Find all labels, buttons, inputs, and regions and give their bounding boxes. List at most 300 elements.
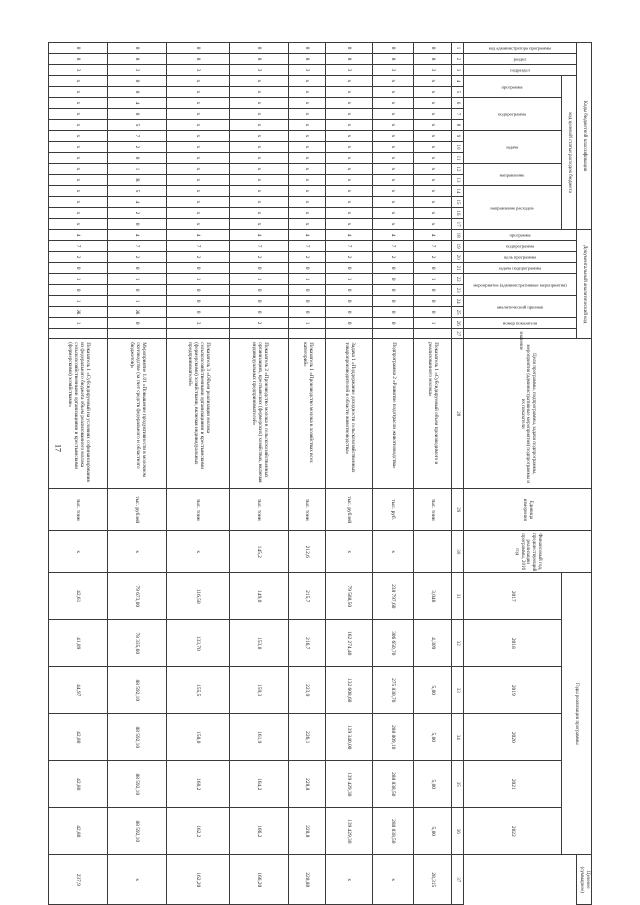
doc-code-cell: 2 xyxy=(230,252,289,263)
bk-code-cell: х xyxy=(373,208,414,219)
table-row xyxy=(108,43,167,905)
year-value-cell: 5,00 xyxy=(414,808,452,855)
bk-code-cell: х xyxy=(167,87,230,98)
bk-subcol-1-text: программа xyxy=(501,83,524,89)
column-number: 33 xyxy=(452,667,464,714)
bk-code-cell: х xyxy=(167,109,230,120)
year-value-cell: 4,309 xyxy=(414,620,452,667)
bk-code-cell: 0 xyxy=(414,43,452,54)
doc-code-cell: 1 xyxy=(414,318,452,329)
indicator-number-cell xyxy=(230,329,289,339)
bk-code-cell: х xyxy=(414,76,452,87)
doc-code-cell: 0 xyxy=(49,263,108,274)
doc-code-cell: Ж xyxy=(49,307,108,318)
bk-code-cell: 8 xyxy=(373,54,414,65)
indicator-number-cell xyxy=(414,329,452,339)
row-name-cell: Показатель 2 «Производство молока в сельскохозяйственных организациях, крестьянских (фермерских) хозяйствах, включая индивидуальных предпринимателей» xyxy=(230,339,289,489)
bk-code-cell: х xyxy=(49,175,108,186)
indicator-number-cell xyxy=(326,329,373,339)
unit-cell: тыс. тонн xyxy=(289,489,326,531)
bk-code-cell: х xyxy=(230,131,289,142)
bk-code-cell: х xyxy=(373,197,414,208)
bk-subcol-1 xyxy=(464,76,562,98)
doc-code-cell: 0 xyxy=(326,307,373,318)
bk-col-admin-text: код администратора программы xyxy=(488,45,552,51)
doc-code-cell: 2 xyxy=(414,252,452,263)
bk-code-cell: х xyxy=(289,175,326,186)
doc-code-cell: 2 xyxy=(230,318,289,329)
bk-code-cell: 3 xyxy=(167,65,230,76)
year-value-cell: 139 429,30 xyxy=(326,808,373,855)
year-value-cell: 88 592,10 xyxy=(108,761,167,808)
bk-code-cell: 3 xyxy=(108,65,167,76)
column-number: 20 xyxy=(452,252,464,263)
bk-code-cell: х xyxy=(167,153,230,164)
bk-code-cell: х xyxy=(289,219,326,230)
doc-col-3-text: цель программы xyxy=(503,254,537,260)
bk-code-cell: х xyxy=(49,109,108,120)
bk-code-cell: х xyxy=(167,142,230,153)
bk-code-cell: х xyxy=(49,142,108,153)
target-value-cell: 228,80 xyxy=(289,855,326,905)
doc-code-cell: 7 xyxy=(373,241,414,252)
table-row xyxy=(326,43,373,905)
year-value-cell: 42,61 xyxy=(49,573,108,620)
bk-code-cell: 0 xyxy=(108,76,167,87)
bk-code-cell: х xyxy=(230,87,289,98)
bk-code-cell: х xyxy=(373,153,414,164)
column-number: 32 xyxy=(452,620,464,667)
year-value-cell: 79 588,50 xyxy=(326,573,373,620)
unit-column-header: Единица измерения xyxy=(464,489,592,531)
bk-code-cell: 3 xyxy=(289,65,326,76)
year-header-2021: 2021 xyxy=(464,761,562,808)
doc-col-4 xyxy=(464,263,577,274)
doc-code-cell: 2 xyxy=(373,252,414,263)
target-value-cell: х xyxy=(326,855,373,905)
target-value-cell: 166,20 xyxy=(230,855,289,905)
unit-cell: тыс. руб. xyxy=(373,489,414,531)
column-number: 5 xyxy=(452,87,464,98)
bk-code-cell: х xyxy=(230,197,289,208)
bk-subcol-4 xyxy=(464,164,562,186)
column-number: 7 xyxy=(452,109,464,120)
bk-code-cell: х xyxy=(414,131,452,142)
doc-code-cell: 7 xyxy=(326,241,373,252)
row-name-cell: Показатель 1 «Производство молока в хозяйствах всех категорий» xyxy=(289,339,326,489)
doc-code-cell: 7 xyxy=(49,241,108,252)
bk-code-cell: х xyxy=(373,98,414,109)
bk-code-cell: х xyxy=(49,76,108,87)
year-value-cell: 226,1 xyxy=(289,714,326,761)
doc-code-cell: 4 xyxy=(167,230,230,241)
bk-code-cell: 8 xyxy=(326,54,373,65)
doc-code-cell: 1 xyxy=(49,274,108,285)
doc-col-4-text: задача подпрограммы xyxy=(498,265,542,271)
doc-code-cell: 0 xyxy=(167,307,230,318)
table-row xyxy=(373,43,414,905)
bk-code-cell: 8 xyxy=(49,54,108,65)
bk-code-cell: х xyxy=(414,219,452,230)
bk-code-cell: х xyxy=(326,164,373,175)
bk-code-cell: х xyxy=(326,76,373,87)
year-value-cell: 139 429,30 xyxy=(326,761,373,808)
year-value-cell: 288 838,50 xyxy=(373,761,414,808)
year-header-2019: 2019 xyxy=(464,667,562,714)
column-number: 16 xyxy=(452,208,464,219)
doc-code-cell: 7 xyxy=(414,241,452,252)
doc-col-6 xyxy=(464,296,577,318)
column-number: 8 xyxy=(452,120,464,131)
doc-code-cell: 7 xyxy=(289,241,326,252)
bk-code-cell: 8 xyxy=(289,54,326,65)
table-row xyxy=(289,43,326,905)
bk-code-cell: х xyxy=(167,197,230,208)
table-row xyxy=(230,43,289,905)
year-value-cell: 160,2 xyxy=(167,761,230,808)
target-value-header: значение xyxy=(464,329,577,339)
years-group-header: Годы реализации программы xyxy=(562,573,592,855)
doc-code-cell: Ж xyxy=(108,307,167,318)
fin-year-column-header: Финансовый год, предшествующий реализации программы, 2016 год xyxy=(464,531,592,573)
bk-code-cell: х xyxy=(289,87,326,98)
bk-code-cell: х xyxy=(326,120,373,131)
bk-code-cell: х xyxy=(230,76,289,87)
bk-code-cell: х xyxy=(289,208,326,219)
bk-code-cell: х xyxy=(373,131,414,142)
bk-code-cell: х xyxy=(289,186,326,197)
column-number: 23 xyxy=(452,285,464,296)
bk-code-cell: х xyxy=(373,142,414,153)
indicator-number-cell xyxy=(108,329,167,339)
bk-code-cell: х xyxy=(167,219,230,230)
bk-code-cell: 3 xyxy=(49,65,108,76)
doc-code-cell: 0 xyxy=(289,285,326,296)
bk-code-cell: х xyxy=(167,186,230,197)
bk-code-cell: х xyxy=(230,219,289,230)
doc-code-cell: 1 xyxy=(326,274,373,285)
doc-code-cell: 3 xyxy=(167,318,230,329)
year-value-cell: 78 335,60 xyxy=(108,620,167,667)
year-value-cell: 164,2 xyxy=(230,761,289,808)
doc-col-7 xyxy=(464,318,577,329)
year-value-cell: 288 838,50 xyxy=(373,808,414,855)
bk-subcol-2 xyxy=(464,98,562,131)
target-value-cell: х xyxy=(108,855,167,905)
page-number: 17 xyxy=(53,444,63,452)
bk-code-cell: х xyxy=(414,109,452,120)
year-header-2020: 2020 xyxy=(464,714,562,761)
column-number: 6 xyxy=(452,98,464,109)
column-number: 12 xyxy=(452,164,464,175)
doc-code-cell: 4 xyxy=(326,230,373,241)
bk-code-cell: 0 xyxy=(326,43,373,54)
doc-col-7-text: номер показателя xyxy=(502,320,538,326)
year-value-cell: 116,50 xyxy=(167,573,230,620)
bk-code-cell: 4 xyxy=(108,98,167,109)
indicator-number-cell xyxy=(289,329,326,339)
doc-code-cell: 4 xyxy=(230,230,289,241)
bk-code-cell: 0 xyxy=(289,43,326,54)
year-value-cell: 215,7 xyxy=(289,573,326,620)
doc-code-cell: 0 xyxy=(289,307,326,318)
bk-code-cell: 1 xyxy=(108,164,167,175)
name-column-header: Цели программы, подпрограммы, задачи подпрограммы, мероприятия (административные мероприятия) подпрограммы и их показатели xyxy=(464,339,592,489)
year-value-cell: 139 340,00 xyxy=(326,714,373,761)
bk-code-cell: х xyxy=(414,153,452,164)
year-value-cell: 162,2 xyxy=(167,808,230,855)
doc-code-cell: 0 xyxy=(373,274,414,285)
row-name-cell: Показатель 3 «Объем реализации молока сельскохозяйственными организациями и крестьянскими (фермерскими) хозяйствами, включая индивидуальных предпринимателей» xyxy=(167,339,230,489)
year-value-cell: 238 797,60 xyxy=(373,573,414,620)
doc-code-cell: 0 xyxy=(230,263,289,274)
bk-code-cell: х xyxy=(49,120,108,131)
row-name-cell: Задача 1 «Поддержание доходности сельскохозяйственных товаропроизводителей в области животноводства» xyxy=(326,339,373,489)
bk-code-cell: 3 xyxy=(230,65,289,76)
bk-code-cell: х xyxy=(49,87,108,98)
column-number: 37 xyxy=(452,855,464,905)
bk-code-cell: х xyxy=(289,142,326,153)
indicator-number-cell xyxy=(167,329,230,339)
year-header-2018: 2018 xyxy=(464,620,562,667)
bk-code-cell: х xyxy=(49,153,108,164)
doc-code-cell: 2 xyxy=(326,252,373,263)
year-value-cell: 132 608,60 xyxy=(326,667,373,714)
bk-col-admin xyxy=(464,43,577,54)
target-group-header: Целевое (суммарное) xyxy=(577,855,592,905)
unit-cell: тыс. рублей xyxy=(108,489,167,531)
doc-col-1 xyxy=(464,230,577,241)
fin-year-cell: х xyxy=(373,531,414,573)
column-number: 13 xyxy=(452,175,464,186)
table-header xyxy=(452,43,592,905)
bk-code-cell: х xyxy=(289,120,326,131)
year-value-cell: 5,00 xyxy=(414,714,452,761)
year-value-cell: 5,00 xyxy=(414,761,452,808)
doc-code-cell: 0 xyxy=(373,318,414,329)
bk-code-cell: 0 xyxy=(108,153,167,164)
bk-code-cell: 0 xyxy=(49,43,108,54)
bk-code-cell: х xyxy=(414,87,452,98)
bk-code-cell: х xyxy=(289,76,326,87)
bk-code-cell: 5 xyxy=(108,186,167,197)
doc-code-cell: 0 xyxy=(289,263,326,274)
doc-code-cell: 0 xyxy=(414,307,452,318)
bk-code-cell: х xyxy=(230,120,289,131)
bk-code-cell: х xyxy=(167,164,230,175)
bk-code-cell: х xyxy=(230,208,289,219)
fin-year-cell: х xyxy=(167,531,230,573)
doc-code-cell: 0 xyxy=(326,263,373,274)
bk-code-cell: х xyxy=(49,131,108,142)
bk-code-cell: х xyxy=(167,76,230,87)
target-value-cell: 237,9 xyxy=(49,855,108,905)
bk-code-cell: х xyxy=(414,186,452,197)
column-number: 17 xyxy=(452,219,464,230)
bk-subcol-2-text: подпрограмма xyxy=(498,111,527,117)
doc-code-cell: 2 xyxy=(108,252,167,263)
column-number: 2 xyxy=(452,54,464,65)
year-value-cell: 133,70 xyxy=(167,620,230,667)
bk-code-cell: х xyxy=(326,131,373,142)
column-number: 11 xyxy=(452,153,464,164)
bk-code-cell: х xyxy=(49,164,108,175)
year-value-cell: 288 809,10 xyxy=(373,714,414,761)
bk-code-cell: х xyxy=(230,186,289,197)
unit-cell: тыс. тонн xyxy=(414,489,452,531)
bk-code-cell: х xyxy=(373,76,414,87)
row-name-cell: Подпрограмма 2 «Развитие подотрасли животноводства» xyxy=(373,339,414,489)
doc-col-2-text: подпрограмма xyxy=(505,243,535,249)
bk-code-cell: 8 xyxy=(167,54,230,65)
column-number: 36 xyxy=(452,808,464,855)
table-body xyxy=(49,43,452,905)
bk-code-cell: х xyxy=(167,120,230,131)
column-number-row xyxy=(452,43,464,905)
bk-code-cell: х xyxy=(230,109,289,120)
table-row xyxy=(49,43,108,905)
doc-code-cell: 0 xyxy=(49,285,108,296)
doc-col-3 xyxy=(464,252,577,263)
doc-code-cell: 1 xyxy=(167,274,230,285)
bk-code-cell: х xyxy=(373,186,414,197)
target-value-cell: 162,20 xyxy=(167,855,230,905)
doc-code-cell: 0 xyxy=(414,285,452,296)
doc-code-cell: 7 xyxy=(167,241,230,252)
doc-col-2 xyxy=(464,241,577,252)
doc-code-cell: 7 xyxy=(230,241,289,252)
doc-code-cell: 0 xyxy=(167,296,230,307)
row-name-cell: Показатель 1 «Субсидируемый на условиях софинансирования из федерального бюджета объем реализованного молока сельскохозяйственными организациями и крестьянскими (фермерскими) хозяйствами» xyxy=(49,339,108,489)
indicator-number-cell xyxy=(373,329,414,339)
year-value-cell: 306 650,70 xyxy=(373,620,414,667)
year-value-cell: 41,89 xyxy=(49,620,108,667)
doc-code-cell: 4 xyxy=(108,230,167,241)
doc-code-cell: 4 xyxy=(414,230,452,241)
doc-code-cell: 0 xyxy=(373,307,414,318)
fin-year-cell: 212,6 xyxy=(289,531,326,573)
column-number: 31 xyxy=(452,573,464,620)
bk-code-cell: х xyxy=(373,164,414,175)
year-value-cell: 5,00 xyxy=(414,667,452,714)
year-value-cell: 79 673,00 xyxy=(108,573,167,620)
year-value-cell: 42,80 xyxy=(49,808,108,855)
doc-code-cell: 2 xyxy=(49,252,108,263)
doc-code-cell: 1 xyxy=(289,274,326,285)
doc-code-cell: 0 xyxy=(167,285,230,296)
doc-code-cell: 1 xyxy=(108,274,167,285)
column-number: 4 xyxy=(452,76,464,87)
doc-code-cell: 4 xyxy=(289,230,326,241)
target-value-cell: х xyxy=(373,855,414,905)
column-number: 22 xyxy=(452,274,464,285)
year-header-2022: 2022 xyxy=(464,808,562,855)
unit-cell: тыс. тонн xyxy=(49,489,108,531)
year-value-cell: 88 592,10 xyxy=(108,667,167,714)
bk-code-cell: 5 xyxy=(108,120,167,131)
column-number: 14 xyxy=(452,186,464,197)
year-value-cell: 159,3 xyxy=(230,667,289,714)
bk-code-cell: 3 xyxy=(326,65,373,76)
bk-col-section xyxy=(464,54,577,65)
column-number: 3 xyxy=(452,65,464,76)
column-number: 9 xyxy=(452,131,464,142)
year-value-cell: 88 592,10 xyxy=(108,808,167,855)
bk-code-cell: х xyxy=(414,142,452,153)
doc-code-cell: 1 xyxy=(49,296,108,307)
year-header-2017: 2017 xyxy=(464,573,562,620)
bk-code-cell: х xyxy=(326,153,373,164)
bk-code-cell: х xyxy=(49,197,108,208)
bk-code-cell: х xyxy=(373,87,414,98)
column-number: 34 xyxy=(452,714,464,761)
doc-col-5 xyxy=(464,274,577,296)
column-number: 10 xyxy=(452,142,464,153)
bk-code-cell: х xyxy=(326,87,373,98)
bk-code-cell: 8 xyxy=(414,54,452,65)
bk-code-cell: х xyxy=(373,175,414,186)
doc-col-5-text: мероприятие (административные мероприятия) xyxy=(473,282,567,287)
bk-code-cell: х xyxy=(49,98,108,109)
bk-code-cell: х xyxy=(167,98,230,109)
table-row xyxy=(414,43,452,905)
bk-code-cell: 2 xyxy=(108,208,167,219)
unit-cell: тыс. тонн xyxy=(167,489,230,531)
year-value-cell: 158,0 xyxy=(167,714,230,761)
doc-code-cell: 0 xyxy=(108,263,167,274)
bk-code-cell: х xyxy=(414,164,452,175)
doc-code-cell: 1 xyxy=(108,296,167,307)
doc-code-cell: 2 xyxy=(167,252,230,263)
bk-code-cell: х xyxy=(167,175,230,186)
bk-code-cell: х xyxy=(289,109,326,120)
bk-code-cell: х xyxy=(230,164,289,175)
bk-subcol-5 xyxy=(464,186,562,230)
column-number: 35 xyxy=(452,761,464,808)
bk-code-cell: х xyxy=(289,131,326,142)
bk-col-subsection-text: подраздел xyxy=(510,67,530,73)
bk-code-cell: х xyxy=(326,175,373,186)
doc-code-cell: 1 xyxy=(289,318,326,329)
bk-code-cell: 0 xyxy=(108,43,167,54)
bk-code-cell: х xyxy=(289,98,326,109)
bk-subcol-3 xyxy=(464,131,562,164)
bk-group-header: Коды бюджетной классификации xyxy=(577,43,592,230)
bk-subcol-4-text: направление xyxy=(500,171,525,177)
bk-code-cell: 3 xyxy=(373,65,414,76)
fin-year-cell: 145,2 xyxy=(230,531,289,573)
bk-code-cell: 4 xyxy=(108,197,167,208)
row-name-cell: Показатель 1 «Субсидируемый объем производимого и реализованного молока» xyxy=(414,339,452,489)
bk-code-cell: х xyxy=(414,120,452,131)
doc-code-cell: 1 xyxy=(230,274,289,285)
column-number: 19 xyxy=(452,241,464,252)
bk-code-cell: х xyxy=(49,208,108,219)
bk-code-cell: х xyxy=(167,208,230,219)
fin-year-cell: х xyxy=(108,531,167,573)
row-name-cell: Мероприятие 1.01 «Повышение продуктивности в молочном скотоводстве (за счет средств федерального и областного бюджетов)» xyxy=(108,339,167,489)
column-number: 28 xyxy=(452,339,464,489)
bk-code-cell: х xyxy=(230,175,289,186)
bk-code-cell: х xyxy=(373,219,414,230)
fin-year-cell xyxy=(414,531,452,573)
year-value-cell: 88 592,10 xyxy=(108,714,167,761)
year-value-cell: 275 830,70 xyxy=(373,667,414,714)
bk-code-cell: 0 xyxy=(373,43,414,54)
table-row xyxy=(167,43,230,905)
bk-code-cell: R xyxy=(108,175,167,186)
doc-code-cell: 0 xyxy=(108,285,167,296)
